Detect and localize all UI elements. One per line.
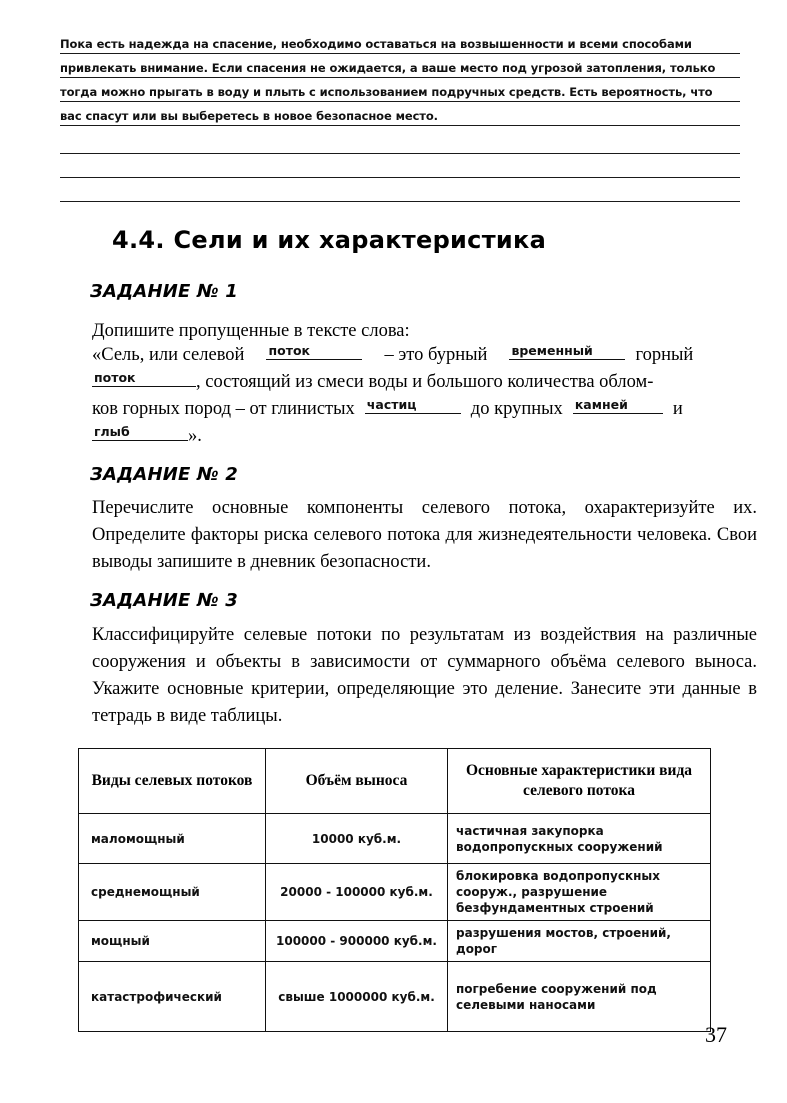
ruled-line-with-text bbox=[60, 78, 740, 102]
task-1-fill-in-text bbox=[92, 345, 760, 453]
handwritten-line-4: вас спасут или вы выберетесь в новое безопасное место. bbox=[60, 109, 438, 123]
blank-field-1[interactable] bbox=[266, 343, 362, 360]
blank-ruled-line[interactable] bbox=[60, 130, 740, 154]
table-row bbox=[79, 814, 711, 864]
handwritten-line-2: привлекать внимание. Если спасения не ожидается, а ваше место под угрозой затопления, только bbox=[60, 61, 716, 75]
blank-field-6[interactable] bbox=[92, 424, 188, 441]
fill-row-3 bbox=[92, 399, 760, 426]
blank-field-2[interactable] bbox=[509, 343, 625, 360]
fill-row-4 bbox=[92, 426, 760, 453]
handwritten-answer-6: глыб bbox=[94, 424, 130, 439]
handwritten-line-3: тогда можно прыгать в воду и плыть с использованием подручных средств. Есть вероятность, что bbox=[60, 85, 713, 99]
blank-ruled-lines bbox=[60, 130, 740, 202]
handwritten-answer-3: поток bbox=[94, 370, 136, 385]
cell-type: мощный bbox=[79, 921, 266, 962]
blank-field-5[interactable] bbox=[573, 397, 663, 414]
task-3-body: Классифицируйте селевые потоки по результатам из воздействия на различные сооружения и объекты в зависимости от суммарного объёма селевого выноса. Укажите основные критерии, определяющие это деление. Занесите эти данные в тетрадь в виде таблицы. bbox=[92, 625, 757, 726]
handwritten-line-1: Пока есть надежда на спасение, необходимо оставаться на возвышенности и всеми способами bbox=[60, 37, 692, 51]
cell-characteristics: частичная закупорка водопропускных сооружений bbox=[448, 814, 711, 864]
handwritten-answer-2: временный bbox=[511, 343, 593, 358]
cell-type: маломощный bbox=[79, 814, 266, 864]
cell-volume: 100000 - 900000 куб.м. bbox=[266, 921, 448, 962]
table-header-characteristics: Основные характеристики вида селевого потока bbox=[448, 749, 711, 814]
ruled-line-with-text bbox=[60, 30, 740, 54]
fill-text-p7: и bbox=[672, 399, 683, 419]
page-number: 37 bbox=[705, 1022, 727, 1047]
table-row bbox=[79, 921, 711, 962]
cell-characteristics: блокировка водопропускных сооруж., разрушение безфундаментных строений bbox=[448, 864, 711, 921]
fill-text-p5: ков горных пород – от глинистых bbox=[92, 399, 355, 419]
table-header-volume: Объём выноса bbox=[266, 749, 448, 814]
task-1-heading: ЗАДАНИЕ № 1 bbox=[90, 281, 239, 302]
cell-characteristics: погребение сооружений под селевыми наносами bbox=[448, 962, 711, 1032]
fill-row-2 bbox=[92, 372, 760, 399]
cell-volume: свыше 1000000 куб.м. bbox=[266, 962, 448, 1032]
cell-type: катастрофический bbox=[79, 962, 266, 1032]
cell-type: среднемощный bbox=[79, 864, 266, 921]
fill-text-p4: , состоящий из смеси воды и большого количества облом- bbox=[196, 372, 654, 392]
task-3-heading: ЗАДАНИЕ № 3 bbox=[90, 590, 239, 611]
table-row bbox=[79, 864, 711, 921]
ruled-line-with-text bbox=[60, 102, 740, 126]
handwritten-answer-1: поток bbox=[268, 343, 311, 358]
ruled-line-with-text bbox=[60, 54, 740, 78]
top-answer-block bbox=[60, 30, 740, 126]
fill-text-p8: ». bbox=[188, 426, 202, 446]
table-header-type: Виды селевых потоков bbox=[79, 749, 266, 814]
table-row bbox=[79, 962, 711, 1032]
cell-volume: 10000 куб.м. bbox=[266, 814, 448, 864]
fill-text-p1: «Сель, или селевой bbox=[92, 345, 245, 365]
task-2-body: Перечислите основные компоненты селевого потока, охарактеризуйте их. Определите факторы риска селевого потока для жизнедеятельности человека. Свои выводы запишите в дневник безопасности. bbox=[92, 498, 757, 572]
handwritten-answer-4: частиц bbox=[366, 397, 417, 412]
handwritten-answer-5: камней bbox=[574, 397, 628, 412]
task-1-intro: Допишите пропущенные в тексте слова: bbox=[92, 321, 410, 341]
cell-volume: 20000 - 100000 куб.м. bbox=[266, 864, 448, 921]
blank-ruled-line[interactable] bbox=[60, 154, 740, 178]
fill-text-p2: – это бурный bbox=[384, 345, 488, 365]
mudflow-table bbox=[78, 748, 711, 1032]
section-title: 4.4. Сели и их характеристика bbox=[112, 226, 547, 254]
fill-text-p3: горный bbox=[635, 345, 694, 365]
fill-row-1 bbox=[92, 345, 760, 372]
table-header-row bbox=[79, 749, 711, 814]
blank-field-3[interactable] bbox=[92, 370, 196, 387]
fill-text-p6: до крупных bbox=[470, 399, 563, 419]
task-2-heading: ЗАДАНИЕ № 2 bbox=[90, 464, 239, 485]
cell-characteristics: разрушения мостов, строений, дорог bbox=[448, 921, 711, 962]
blank-ruled-line[interactable] bbox=[60, 178, 740, 202]
blank-field-4[interactable] bbox=[365, 397, 461, 414]
